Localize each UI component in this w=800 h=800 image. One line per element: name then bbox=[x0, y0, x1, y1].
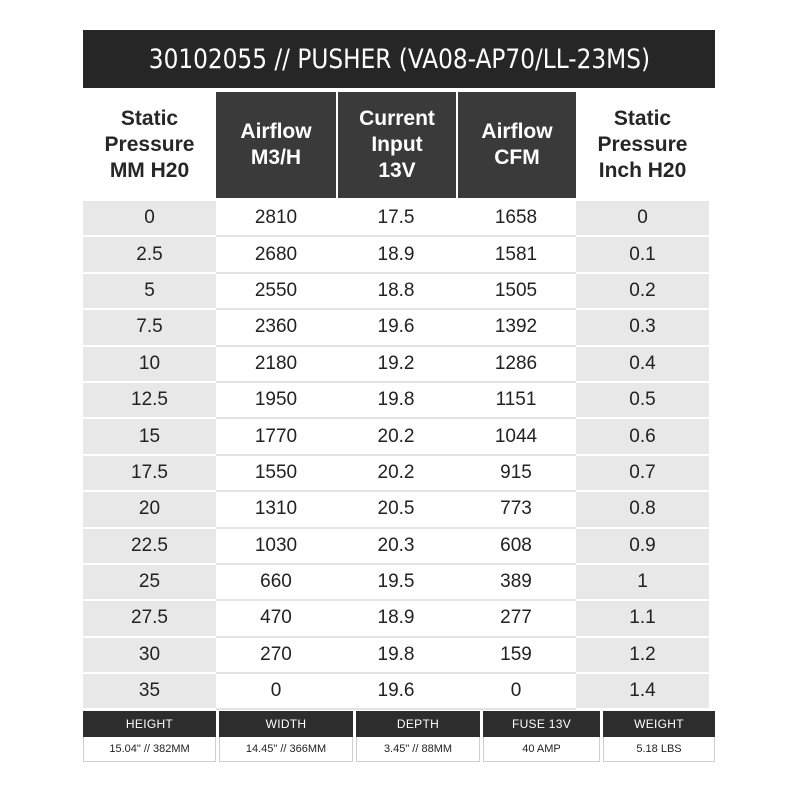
current-input-cell: 20.5 bbox=[336, 492, 456, 528]
current-input-cell: 18.8 bbox=[336, 274, 456, 310]
current-input-cell: 19.2 bbox=[336, 347, 456, 383]
static-pressure-inch-cell: 0.5 bbox=[576, 383, 709, 419]
spec-value: 40 AMP bbox=[483, 737, 600, 762]
specs-bar bbox=[83, 711, 715, 762]
static-pressure-mm-cell: 30 bbox=[83, 638, 216, 674]
airflow-cfm-cell: 1044 bbox=[456, 419, 576, 455]
airflow-cfm-cell: 1581 bbox=[456, 237, 576, 273]
spec-label: WEIGHT bbox=[603, 711, 715, 737]
static-pressure-inch-cell: 0.3 bbox=[576, 310, 709, 346]
spec-fuse bbox=[483, 711, 600, 762]
spec-value: 15.04" // 382MM bbox=[83, 737, 216, 762]
static-pressure-mm-cell: 22.5 bbox=[83, 529, 216, 565]
airflow-m3h-cell: 2680 bbox=[216, 237, 336, 273]
static-pressure-inch-cell: 0.7 bbox=[576, 456, 709, 492]
spec-value: 3.45" // 88MM bbox=[356, 737, 480, 762]
airflow-cfm-cell: 1151 bbox=[456, 383, 576, 419]
static-pressure-inch-cell: 0.1 bbox=[576, 237, 709, 273]
airflow-m3h-cell: 2550 bbox=[216, 274, 336, 310]
spec-label: WIDTH bbox=[219, 711, 353, 737]
static-pressure-mm-cell: 5 bbox=[83, 274, 216, 310]
current-input-cell: 19.6 bbox=[336, 674, 456, 710]
static-pressure-inch-cell: 1.1 bbox=[576, 601, 709, 637]
current-input-cell: 18.9 bbox=[336, 237, 456, 273]
static-pressure-mm-cell: 7.5 bbox=[83, 310, 216, 346]
airflow-cfm-cell: 915 bbox=[456, 456, 576, 492]
airflow-m3h-cell: 1550 bbox=[216, 456, 336, 492]
static-pressure-inch-cell: 0 bbox=[576, 201, 709, 237]
table-header-row bbox=[83, 92, 715, 198]
static-pressure-mm-cell: 27.5 bbox=[83, 601, 216, 637]
static-pressure-mm-cell: 35 bbox=[83, 674, 216, 710]
static-pressure-mm-cell: 0 bbox=[83, 201, 216, 237]
static-pressure-inch-cell: 0.4 bbox=[576, 347, 709, 383]
airflow-m3h-cell: 1310 bbox=[216, 492, 336, 528]
static-pressure-inch-cell: 0.2 bbox=[576, 274, 709, 310]
static-pressure-mm-cell: 2.5 bbox=[83, 237, 216, 273]
static-pressure-inch-cell: 1.2 bbox=[576, 638, 709, 674]
current-input-cell: 19.8 bbox=[336, 638, 456, 674]
spec-value: 5.18 LBS bbox=[603, 737, 715, 762]
spec-width bbox=[219, 711, 353, 762]
airflow-m3h-cell: 0 bbox=[216, 674, 336, 710]
page-title: 30102055 // PUSHER (VA08-AP70/LL-23MS) bbox=[148, 43, 650, 75]
current-input-cell: 18.9 bbox=[336, 601, 456, 637]
table-row bbox=[83, 237, 715, 273]
spec-label: DEPTH bbox=[356, 711, 480, 737]
airflow-m3h-cell: 270 bbox=[216, 638, 336, 674]
header-airflow-m3h: Airflow M3/H bbox=[216, 92, 336, 198]
airflow-cfm-cell: 1392 bbox=[456, 310, 576, 346]
static-pressure-mm-cell: 17.5 bbox=[83, 456, 216, 492]
current-input-cell: 19.8 bbox=[336, 383, 456, 419]
static-pressure-inch-cell: 0.6 bbox=[576, 419, 709, 455]
table-row bbox=[83, 565, 715, 601]
current-input-cell: 17.5 bbox=[336, 201, 456, 237]
airflow-cfm-cell: 773 bbox=[456, 492, 576, 528]
current-input-cell: 20.2 bbox=[336, 419, 456, 455]
static-pressure-mm-cell: 20 bbox=[83, 492, 216, 528]
airflow-m3h-cell: 660 bbox=[216, 565, 336, 601]
airflow-m3h-cell: 2810 bbox=[216, 201, 336, 237]
static-pressure-mm-cell: 25 bbox=[83, 565, 216, 601]
table-row bbox=[83, 310, 715, 346]
table-body bbox=[83, 201, 715, 710]
airflow-cfm-cell: 608 bbox=[456, 529, 576, 565]
current-input-cell: 19.5 bbox=[336, 565, 456, 601]
static-pressure-inch-cell: 0.8 bbox=[576, 492, 709, 528]
spec-sheet bbox=[83, 30, 715, 710]
table-row bbox=[83, 201, 715, 237]
static-pressure-mm-cell: 15 bbox=[83, 419, 216, 455]
table-row bbox=[83, 674, 715, 710]
static-pressure-inch-cell: 0.9 bbox=[576, 529, 709, 565]
table-row bbox=[83, 638, 715, 674]
airflow-cfm-cell: 0 bbox=[456, 674, 576, 710]
static-pressure-mm-cell: 10 bbox=[83, 347, 216, 383]
current-input-cell: 19.6 bbox=[336, 310, 456, 346]
airflow-m3h-cell: 2180 bbox=[216, 347, 336, 383]
spec-height bbox=[83, 711, 216, 762]
title-bar bbox=[83, 30, 715, 88]
table-row bbox=[83, 601, 715, 637]
airflow-cfm-cell: 389 bbox=[456, 565, 576, 601]
header-current-input: Current Input 13V bbox=[336, 92, 456, 198]
airflow-cfm-cell: 1658 bbox=[456, 201, 576, 237]
airflow-m3h-cell: 1030 bbox=[216, 529, 336, 565]
table-row bbox=[83, 419, 715, 455]
header-static-pressure-mm: Static Pressure MM H20 bbox=[83, 92, 216, 198]
header-static-pressure-inch: Static Pressure Inch H20 bbox=[576, 92, 709, 198]
header-airflow-cfm: Airflow CFM bbox=[456, 92, 576, 198]
airflow-m3h-cell: 2360 bbox=[216, 310, 336, 346]
airflow-m3h-cell: 470 bbox=[216, 601, 336, 637]
airflow-cfm-cell: 1505 bbox=[456, 274, 576, 310]
current-input-cell: 20.3 bbox=[336, 529, 456, 565]
spec-label: HEIGHT bbox=[83, 711, 216, 737]
table-row bbox=[83, 347, 715, 383]
airflow-cfm-cell: 1286 bbox=[456, 347, 576, 383]
table-row bbox=[83, 492, 715, 528]
static-pressure-inch-cell: 1.4 bbox=[576, 674, 709, 710]
static-pressure-inch-cell: 1 bbox=[576, 565, 709, 601]
airflow-cfm-cell: 159 bbox=[456, 638, 576, 674]
table-row bbox=[83, 274, 715, 310]
spec-value: 14.45" // 366MM bbox=[219, 737, 353, 762]
table-row bbox=[83, 383, 715, 419]
table-row bbox=[83, 529, 715, 565]
table-row bbox=[83, 456, 715, 492]
airflow-cfm-cell: 277 bbox=[456, 601, 576, 637]
current-input-cell: 20.2 bbox=[336, 456, 456, 492]
spec-label: FUSE 13V bbox=[483, 711, 600, 737]
spec-weight bbox=[603, 711, 715, 762]
static-pressure-mm-cell: 12.5 bbox=[83, 383, 216, 419]
airflow-m3h-cell: 1770 bbox=[216, 419, 336, 455]
spec-depth bbox=[356, 711, 480, 762]
airflow-m3h-cell: 1950 bbox=[216, 383, 336, 419]
